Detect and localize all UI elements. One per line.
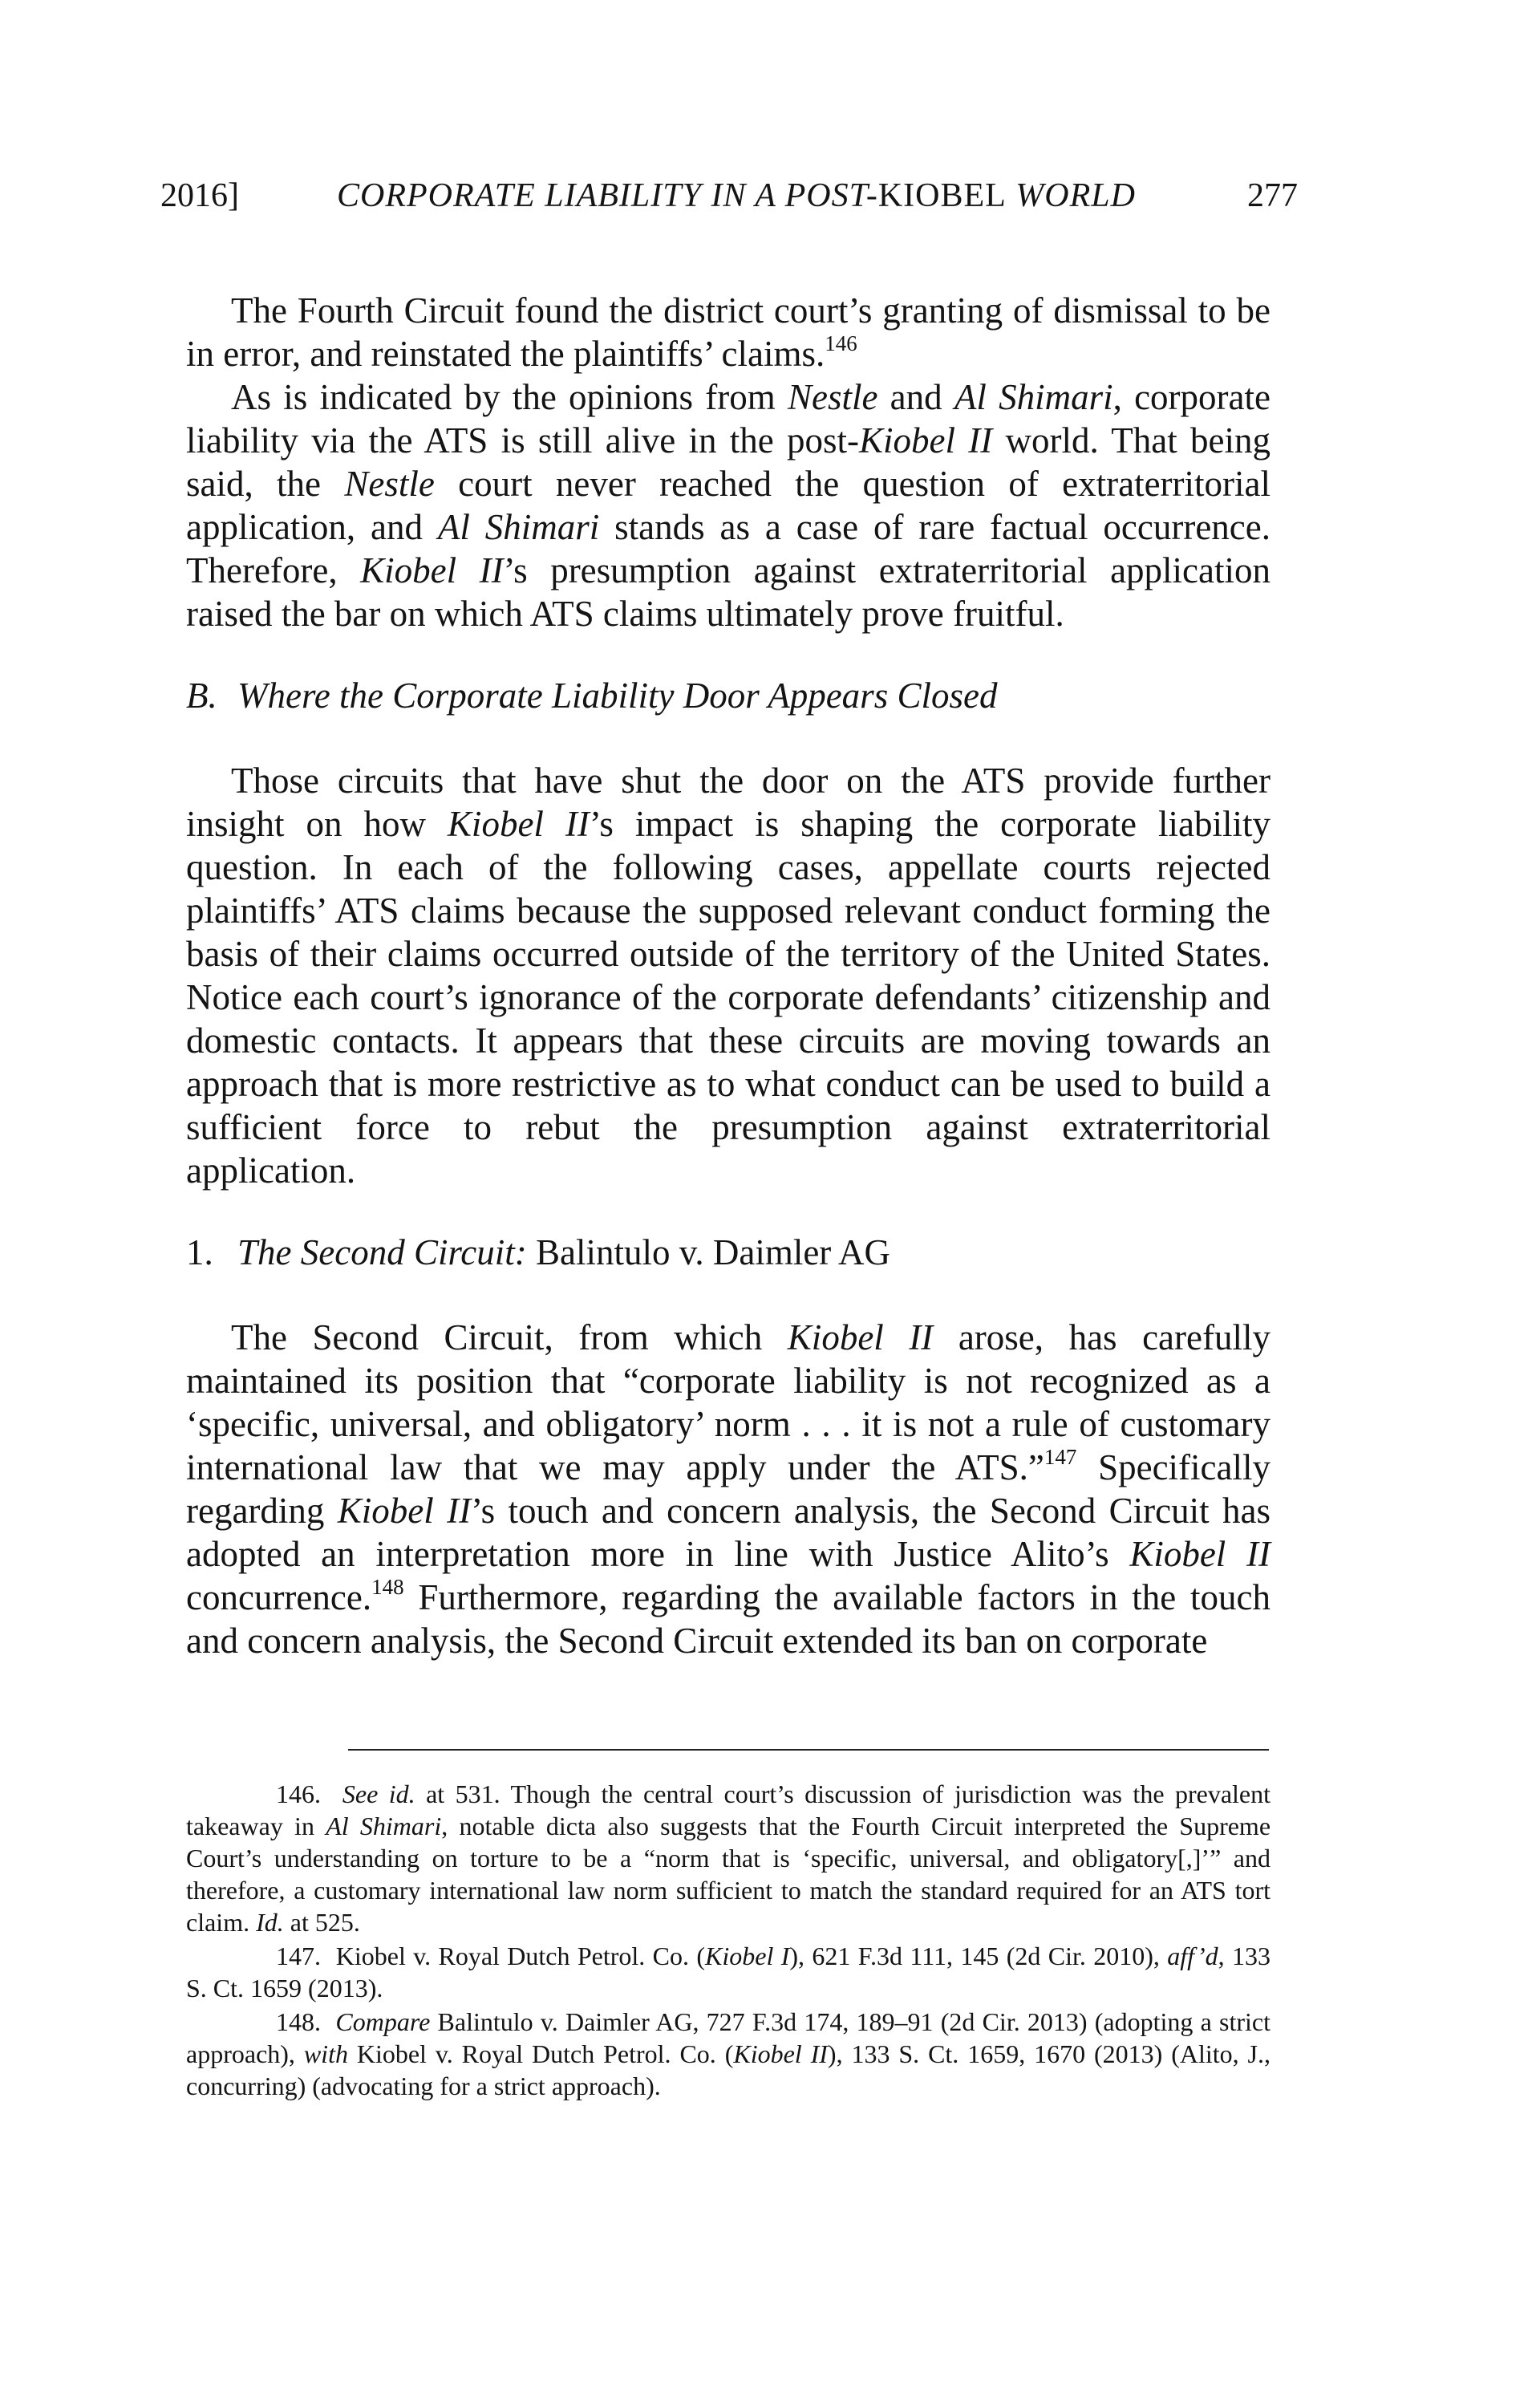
- footnote-ref-147[interactable]: 147: [1044, 1445, 1077, 1469]
- case-name: Kiobel II: [1129, 1534, 1271, 1574]
- paragraph-2: [186, 375, 1270, 635]
- footnote-147: [186, 1940, 1270, 2004]
- case-name: Nestle: [787, 377, 878, 417]
- paragraph-4: [186, 1316, 1270, 1662]
- text-run: The Second Circuit, from which: [231, 1317, 788, 1357]
- text-run: , notable dicta also suggests that the Fourth Circuit interpreted the Supreme Court’s understanding on torture to be a “norm that is ‘specific, universal, and obligatory[,]’” and therefore, a customary international law norm sufficient to match the standard required for an ATS tort claim.: [186, 1812, 1271, 1937]
- text-run: ’s presumption against extraterritorial application raised the bar on which ATS claims ultimately prove fruitful.: [186, 550, 1271, 634]
- text-run: Those circuits that have shut the door on the ATS provide further insight on how: [186, 761, 1270, 844]
- footnote-ref-148[interactable]: 148: [371, 1575, 404, 1599]
- text-run: concurrence.: [186, 1577, 372, 1617]
- text-run: Balintulo v. Daimler AG, 727 F.3d 174, 189–91 (2d Cir. 2013) (adopting a strict approach),: [186, 2007, 1270, 2068]
- text-run: ’s impact is shaping the corporate liability question. In each of the following cases, appellate courts rejected plaintiffs’ ATS claims because the supposed relevant conduct forming the basis of their claims occurred outside of the territory of the United States. Notice each court’s ignorance of the corporate defendants’ citizenship and domestic contacts. It appears that these circuits are moving towards an approach that is more restrictive as to what conduct can be used to build a sufficient force to rebut the presumption against extraterritorial application.: [186, 804, 1270, 1191]
- section-label: 1.: [186, 1232, 213, 1272]
- text-run: and: [877, 377, 954, 417]
- footnote-number: 148.: [276, 2007, 321, 2036]
- footnotes: [186, 1778, 1270, 2104]
- text-run: Furthermore, regarding the available factors in the touch and concern analysis, the Second Circuit extended its ban on corporate: [186, 1577, 1270, 1661]
- header-title: [337, 172, 1136, 220]
- section-heading-1: [186, 1231, 1270, 1274]
- case-name: Kiobel II: [337, 1491, 472, 1531]
- text-run: ), 133 S. Ct. 1659, 1670 (2013) (Alito, J., concurring) (advocating for a strict approach).: [186, 2039, 1271, 2100]
- text-run: court never reached the question of extraterritorial application, and: [186, 464, 1270, 547]
- header-year: 2016]: [160, 177, 239, 214]
- page-number: 277: [1247, 177, 1298, 214]
- text-run: , 133 S. Ct. 1659 (2013).: [186, 1942, 1271, 2002]
- case-name: Kiobel II: [859, 420, 993, 461]
- case-name: Kiobel I: [705, 1942, 790, 1970]
- text-run: at 531. Though the central court’s discussion of jurisdiction was the prevalent takeaway in: [186, 1779, 1271, 1840]
- text-run: , corporate liability via the ATS is still alive in the post-: [186, 377, 1270, 461]
- footnote-number: 147.: [276, 1942, 321, 1970]
- footnote-146: [186, 1778, 1270, 1938]
- section-title-italic: The Second Circuit:: [237, 1232, 527, 1272]
- section-title: Where the Corporate Liability Door Appears Closed: [237, 676, 998, 716]
- case-name: Kiobel II: [787, 1317, 934, 1357]
- main-text: [186, 289, 1270, 1662]
- header-title-pre: CORPORATE LIABILITY IN A POST-: [337, 177, 878, 214]
- signal: Id.: [256, 1908, 284, 1937]
- text-run: ’s touch and concern analysis, the Second Circuit has adopted an interpretation more in line with Justice Alito’s: [186, 1491, 1270, 1574]
- text-run: As is indicated by the opinions from: [231, 377, 788, 417]
- text-run: Kiobel v. Royal Dutch Petrol. Co. (: [335, 1942, 706, 1970]
- signal: with: [303, 2039, 348, 2068]
- footnote-number: 146.: [276, 1779, 321, 1808]
- paragraph-1: [186, 289, 1270, 375]
- text-run: stands as a case of rare factual occurrence. Therefore,: [186, 507, 1270, 590]
- text-run: at 525.: [283, 1908, 360, 1937]
- footnote-148: [186, 2006, 1270, 2102]
- case-name: Kiobel II: [733, 2039, 828, 2068]
- paragraph-1-text: The Fourth Circuit found the district court’s granting of dismissal to be in error, and reinstated the plaintiffs’ claims.: [186, 290, 1270, 374]
- signal: See id.: [342, 1779, 415, 1808]
- section-label: B.: [186, 676, 217, 716]
- footnote-divider: [348, 1749, 1269, 1751]
- case-name: Kiobel II: [447, 804, 590, 844]
- text-run: Kiobel v. Royal Dutch Petrol. Co. (: [347, 2039, 734, 2068]
- header-title-case: KIOBEL: [877, 177, 1007, 214]
- header-title-post: WORLD: [1015, 177, 1136, 214]
- case-name: Al Shimari: [437, 507, 600, 547]
- section-title-roman: Balintulo v. Daimler AG: [526, 1232, 891, 1272]
- case-name: Kiobel II: [360, 550, 504, 590]
- case-name: Al Shimari: [954, 377, 1113, 417]
- section-title: [237, 1231, 890, 1274]
- text-run: Specifically regarding: [186, 1447, 1270, 1531]
- case-name: Al Shimari: [326, 1812, 442, 1840]
- footnote-ref-146[interactable]: 146: [825, 331, 857, 355]
- text-run: arose, has carefully maintained its position that “corporate liability is not recognized as a ‘specific, universal, and obligatory’ norm . . . it is not a rule of customary international law that we may apply under the ATS.”: [186, 1317, 1270, 1487]
- signal: aff’d: [1167, 1942, 1218, 1970]
- section-heading-b: [186, 674, 1270, 717]
- text-run: world. That being said, the: [186, 420, 1270, 504]
- running-header: [160, 172, 1298, 220]
- paragraph-3: [186, 759, 1270, 1192]
- case-name: Nestle: [344, 464, 435, 504]
- signal: Compare: [335, 2007, 431, 2036]
- text-run: ), 621 F.3d 111, 145 (2d Cir. 2010),: [789, 1942, 1168, 1970]
